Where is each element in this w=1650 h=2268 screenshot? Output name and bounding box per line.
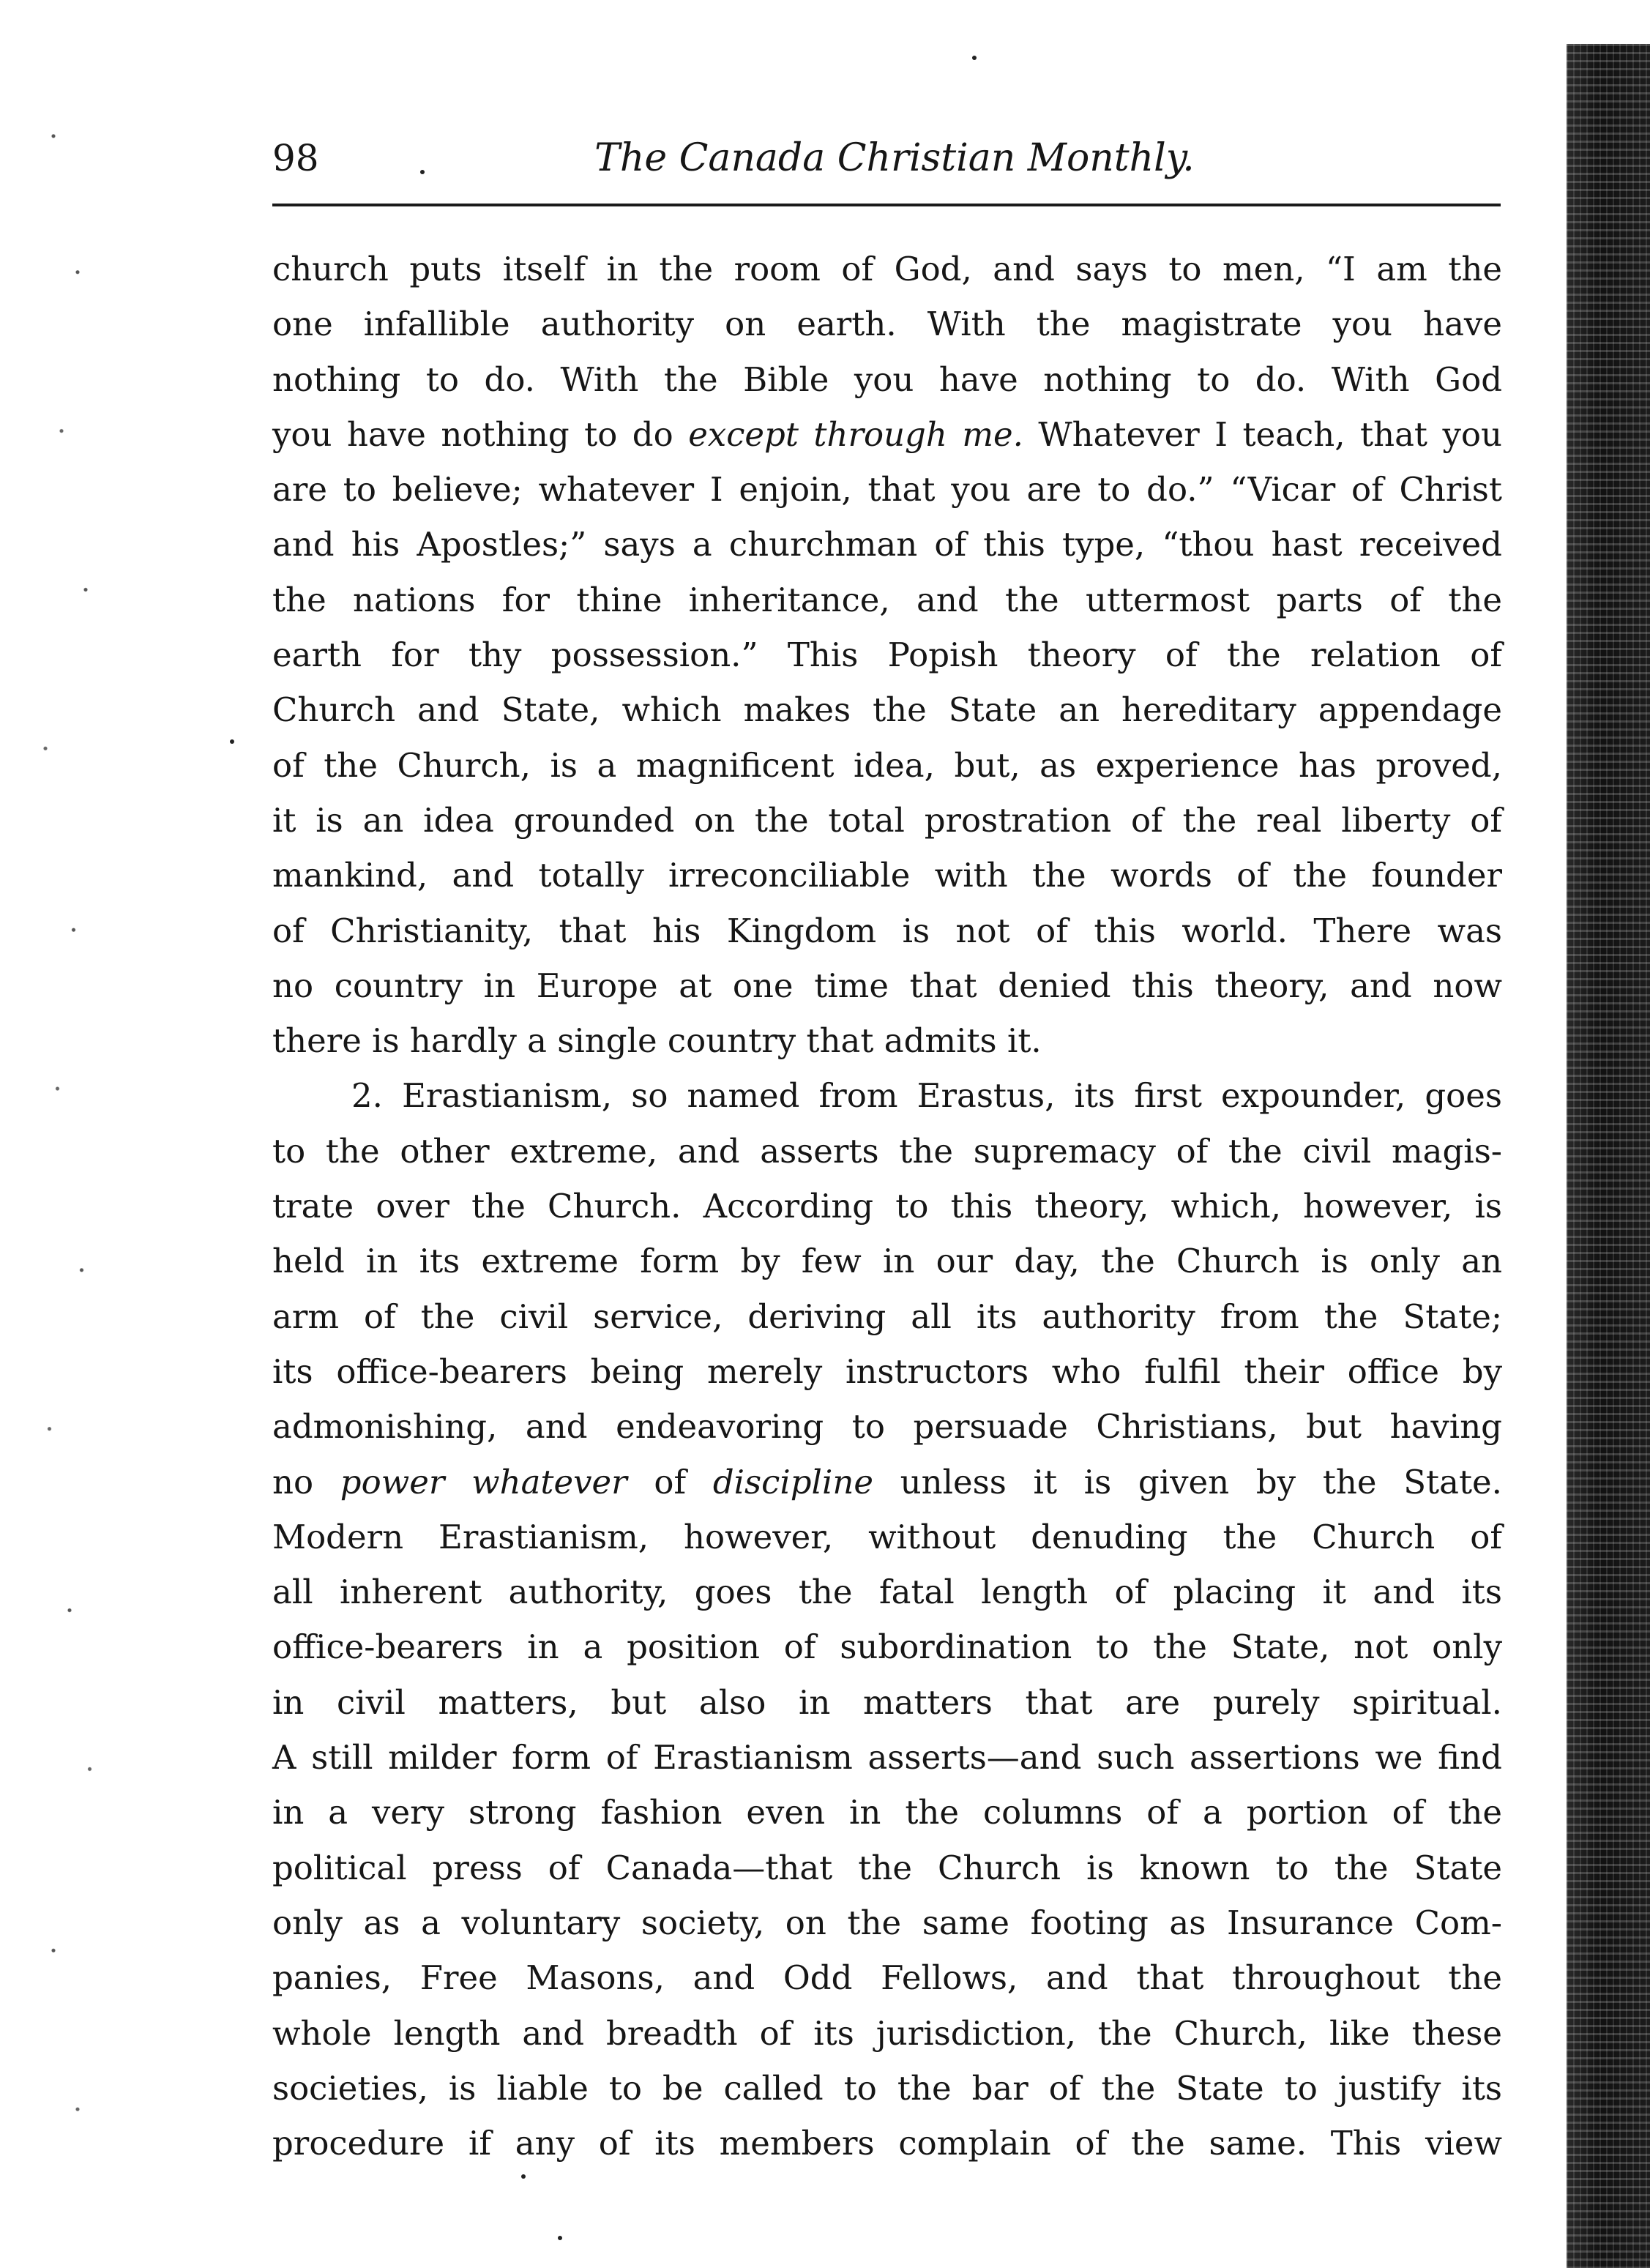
scan-dot	[972, 56, 977, 60]
text-run: of	[627, 1462, 713, 1502]
text-line: of the Church, is a magnificent idea, but, as experience has proved,	[272, 745, 1502, 785]
text-line: no country in Europe at one time that denied this theory, and now	[272, 966, 1502, 1005]
text-line: are to believe; whatever I enjoin, that you are to do.” “Vicar of Christ	[272, 470, 1502, 510]
text-line: in civil matters, but also in matters that are purely spiritual.	[272, 1682, 1502, 1722]
text-line: procedure if any of its members complain of the same. This view	[272, 2124, 1502, 2163]
text-line	[272, 407, 1502, 462]
text-run: unless it is given by the State.	[873, 1462, 1502, 1502]
body-text	[272, 242, 1502, 2171]
margin-speckle	[29, 0, 110, 2268]
scan-dot	[558, 2236, 562, 2240]
text-line: Church and State, which makes the State an hereditary appendage	[272, 690, 1502, 730]
text-line: there is hardly a single country that admits it.	[272, 1021, 1042, 1061]
text-line: of Christianity, that his Kingdom is not of this world. There was	[272, 911, 1502, 950]
text-line: 2. Erastianism, so named from Erastus, its first expounder, goes	[351, 1076, 1502, 1116]
text-line	[272, 1455, 1502, 1510]
text-line: arm of the civil service, deriving all its authority from the State;	[272, 1297, 1502, 1336]
text-line: whole length and breadth of its jurisdiction, the Church, like these	[272, 2013, 1502, 2053]
text-line: church puts itself in the room of God, and says to men, “I am the	[272, 250, 1502, 288]
text-line: to the other extreme, and asserts the supremacy of the civil magis-	[272, 1131, 1502, 1171]
header-rule	[272, 204, 1501, 206]
scan-dot	[521, 2174, 526, 2179]
text-line: societies, is liable to be called to the bar of the State to justify its	[272, 2068, 1502, 2108]
text-line: all inherent authority, goes the fatal length of placing it and its	[272, 1573, 1502, 1612]
text-line: political press of Canada—that the Church is known to the State	[272, 1848, 1502, 1887]
scan-dot	[230, 739, 234, 744]
text-run: Whatever I teach, that you	[1023, 414, 1502, 454]
text-line: office-bearers in a position of subordination to the State, not only	[272, 1627, 1502, 1667]
text-line: its office-bearers being merely instructors who fulfil their office by	[272, 1351, 1502, 1391]
binding-edge	[1567, 44, 1650, 2268]
text-line: A still milder form of Erastianism asserts—and such assertions we find	[272, 1738, 1502, 1778]
text-line: in a very strong fashion even in the columns of a portion of the	[272, 1793, 1502, 1832]
text-run: you have nothing to do	[272, 414, 689, 454]
text-line: panies, Free Masons, and Odd Fellows, and that throughout the	[272, 1958, 1502, 1998]
text-line: and his Apostles;” says a churchman of this type, “thou hast received	[272, 525, 1502, 564]
italic-run: except through me.	[688, 414, 1023, 454]
text-line: only as a voluntary society, on the same footing as Insurance Com-	[272, 1903, 1502, 1942]
text-line: it is an idea grounded on the total prostration of the real liberty of	[272, 800, 1502, 840]
text-line: mankind, and totally irreconciliable with the words of the founder	[272, 856, 1502, 895]
page-number: 98	[272, 137, 319, 179]
text-line: earth for thy possession.” This Popish theory of the relation of	[272, 635, 1502, 675]
running-title: The Canada Christian Monthly.	[594, 136, 1195, 180]
italic-run: discipline	[712, 1462, 873, 1502]
italic-run: power whatever	[340, 1462, 627, 1502]
text-line: the nations for thine inheritance, and the uttermost parts of the	[272, 580, 1502, 619]
text-line: one infallible authority on earth. With the magistrate you have	[272, 305, 1502, 344]
text-line: nothing to do. With the Bible you have nothing to do. With God	[272, 359, 1502, 399]
text-line: held in its extreme form by few in our day, the Church is only an	[272, 1242, 1502, 1281]
text-run: no	[272, 1462, 340, 1502]
text-line: Modern Erastianism, however, without denuding the Church of	[272, 1517, 1502, 1556]
text-line: admonishing, and endeavoring to persuade Christians, but having	[272, 1407, 1502, 1447]
page-header	[272, 129, 1502, 187]
text-line: trate over the Church. According to this theory, which, however, is	[272, 1187, 1502, 1226]
